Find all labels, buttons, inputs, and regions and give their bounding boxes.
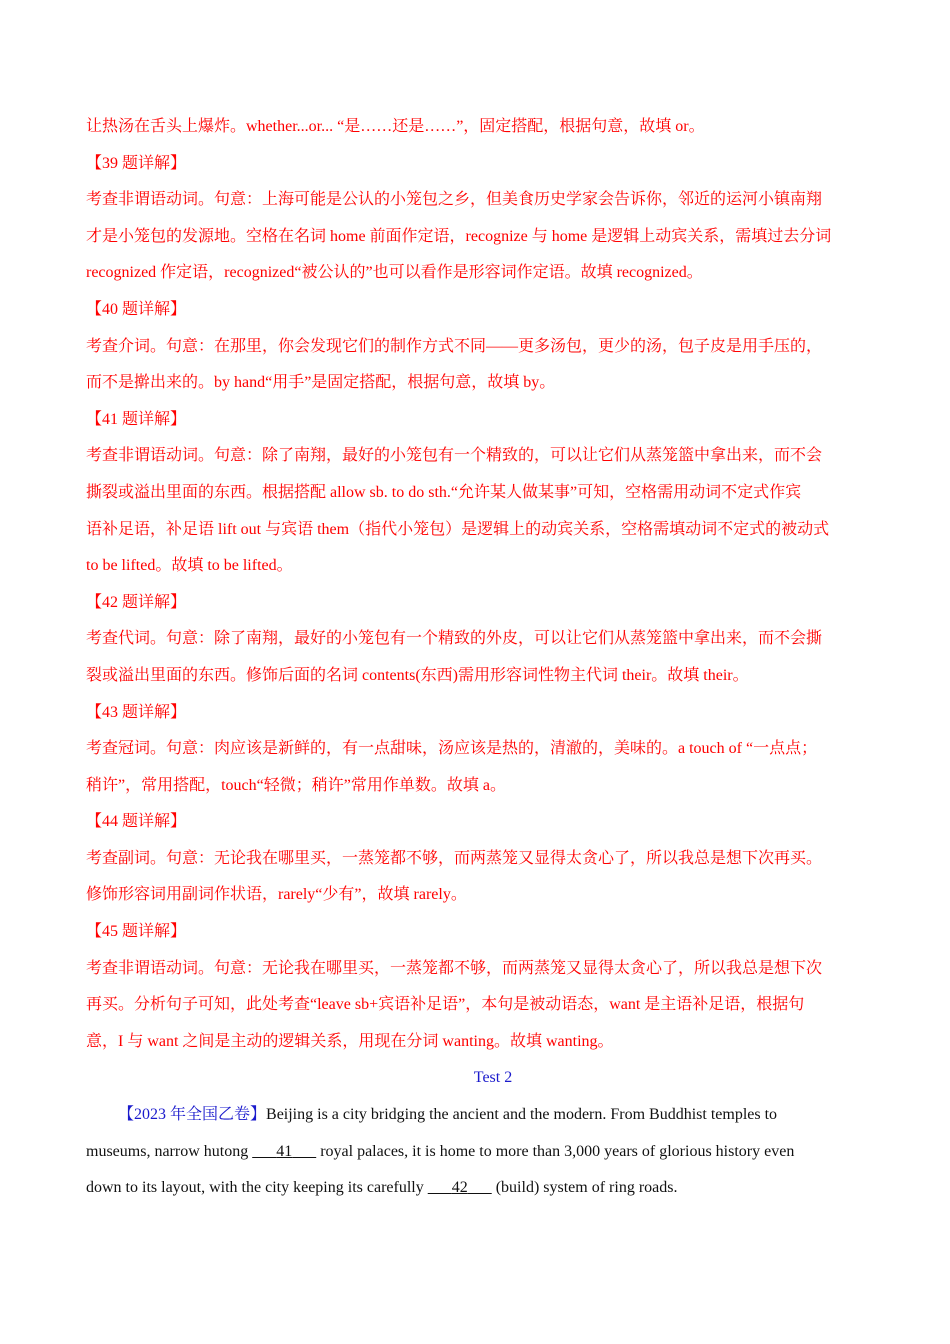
explanation-line: to be lifted。故填 to be lifted。 bbox=[86, 557, 293, 575]
explanation-heading: 【45 题详解】 bbox=[86, 923, 187, 941]
passage-text: (build) system of ring roads. bbox=[491, 1179, 678, 1197]
explanation-line: 而不是擀出来的。by hand“用手”是固定搭配，根据句意，故填 by。 bbox=[86, 374, 556, 392]
explanation-line: 考查非谓语动词。句意：上海可能是公认的小笼包之乡，但美食历史学家会告诉你，邻近的运河小镇南翔 bbox=[86, 191, 823, 209]
blank-42: 42 bbox=[451, 1179, 468, 1197]
explanation-line: 考查介词。句意：在那里，你会发现它们的制作方式不同——更多汤包，更少的汤，包子皮是用手压的， bbox=[86, 337, 823, 355]
explanation-line: 考查副词。句意：无论我在哪里买，一蒸笼都不够，而两蒸笼又显得太贪心了，所以我总是想下次再买。 bbox=[86, 849, 823, 867]
explanation-line: 考查非谓语动词。句意：除了南翔，最好的小笼包有一个精致的，可以让它们从蒸笼篮中拿出来，而不会 bbox=[86, 447, 823, 465]
explanation-heading: 【39 题详解】 bbox=[86, 154, 187, 172]
explanation-heading: 【40 题详解】 bbox=[86, 300, 187, 318]
passage-text: museums, narrow hutong bbox=[86, 1142, 253, 1160]
passage-line bbox=[86, 1097, 876, 1134]
explanation-heading: 【43 题详解】 bbox=[86, 703, 187, 721]
explanation-heading: 【41 题详解】 bbox=[86, 410, 187, 428]
passage-text: Beijing is a city bridging the ancient and the modern. From Buddhist temples to bbox=[266, 1106, 778, 1124]
explanation-line: 考查非谓语动词。句意：无论我在哪里买，一蒸笼都不够，而两蒸笼又显得太贪心了，所以我总是想下次 bbox=[86, 959, 823, 977]
explanation-line: 考查冠词。句意：肉应该是新鲜的，有一点甜味，汤应该是热的，清澈的，美味的。a touch of “一点点； bbox=[86, 740, 818, 758]
source-label: 【2023 年全国乙卷】 bbox=[118, 1106, 267, 1124]
test-title: Test 2 bbox=[473, 1069, 513, 1087]
explanation-line: recognized 作定语，recognized“被公认的”也可以看作是形容词作定语。故填 recognized。 bbox=[86, 264, 703, 282]
blank-41: 41 bbox=[276, 1142, 293, 1160]
passage-line bbox=[86, 1134, 876, 1171]
explanation-line: 再买。分析句子可知，此处考查“leave sb+宾语补足语”，本句是被动语态，want 是主语补足语，根据句 bbox=[86, 996, 805, 1014]
explanation-line: 语补足语，补足语 lift out 与宾语 them（指代小笼包）是逻辑上的动宾关系，空格需填动词不定式的被动式 bbox=[86, 520, 830, 538]
explanation-line: 才是小笼包的发源地。空格在名词 home 前面作定语，recognize 与 home 是逻辑上动宾关系，需填过去分词 bbox=[86, 227, 832, 245]
explanation-line: 考查代词。句意：除了南翔，最好的小笼包有一个精致的外皮，可以让它们从蒸笼篮中拿出来，而不会撕 bbox=[86, 630, 823, 648]
explanation-line: 修饰形容词用副词作状语，rarely“少有”，故填 rarely。 bbox=[86, 886, 467, 904]
passage-text: royal palaces, it is home to more than 3,000 years of glorious history even bbox=[316, 1142, 795, 1160]
explanation-line: 稍许”，常用搭配，touch“轻微；稍许”常用作单数。故填 a。 bbox=[86, 776, 506, 794]
passage-text: down to its layout, with the city keeping its carefully bbox=[86, 1179, 428, 1197]
explanation-heading: 【42 题详解】 bbox=[86, 593, 187, 611]
document-page bbox=[86, 109, 876, 1207]
passage-line bbox=[86, 1170, 876, 1207]
explanation-line: 让热汤在舌头上爆炸。whether...or... “是……还是……”，固定搭配，根据句意，故填 or。 bbox=[86, 118, 705, 135]
explanation-line: 意，I 与 want 之间是主动的逻辑关系，用现在分词 wanting。故填 wanting。 bbox=[86, 1032, 614, 1050]
explanation-heading: 【44 题详解】 bbox=[86, 813, 187, 831]
explanation-line: 撕裂或溢出里面的东西。根据搭配 allow sb. to do sth.“允许某人做某事”可知，空格需用动词不定式作宾 bbox=[86, 483, 802, 501]
explanation-line: 裂或溢出里面的东西。修饰后面的名词 contents(东西)需用形容词性物主代词 their。故填 their。 bbox=[86, 666, 749, 684]
